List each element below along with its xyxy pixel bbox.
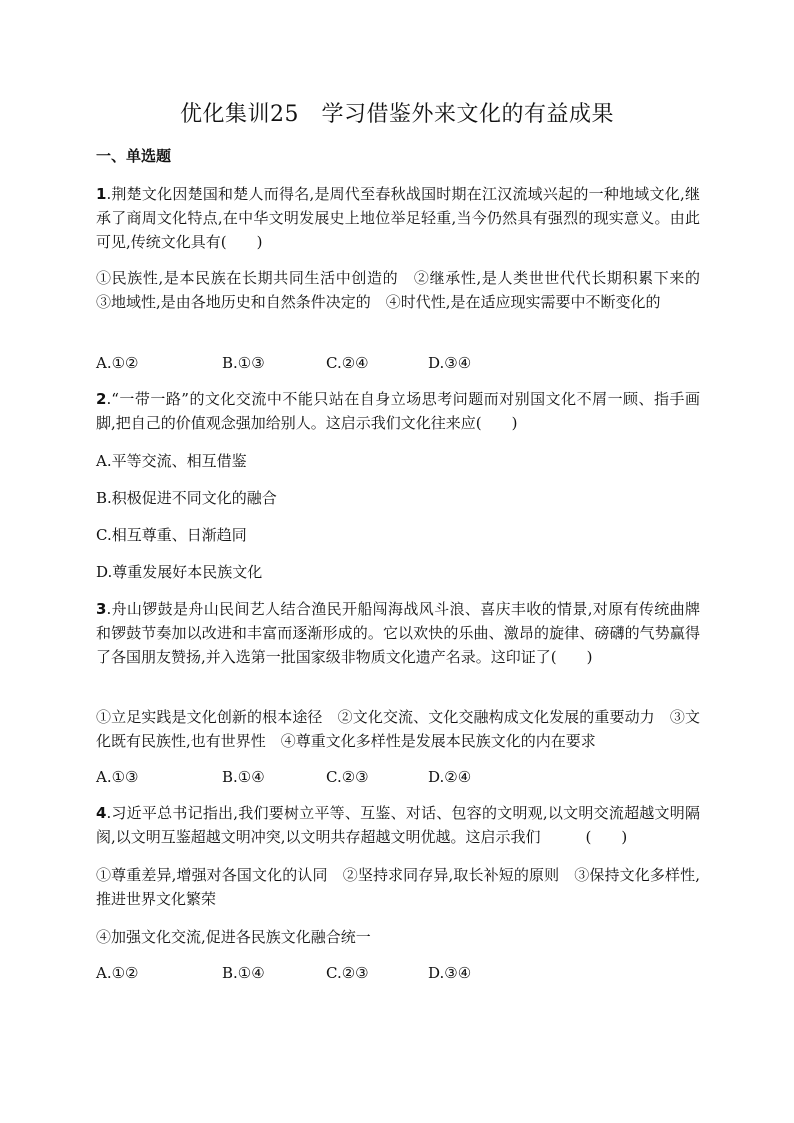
section-heading: 一、单选题	[96, 147, 172, 165]
question-4-stem	[96, 801, 700, 849]
option-b[interactable]: B.①④	[222, 964, 265, 982]
option-c[interactable]: C.②④	[326, 354, 369, 372]
option-b[interactable]: B.积极促进不同文化的融合	[96, 489, 277, 507]
option-c[interactable]: C.相互尊重、日渐趋同	[96, 526, 247, 544]
page-title: 优化集训25 学习借鉴外来文化的有益成果	[180, 102, 614, 127]
option-a[interactable]: A.①②	[96, 354, 139, 372]
question-1-items: ①民族性,是本民族在长期共同生活中创造的 ②继承性,是人类世世代代长期积累下来的 ③地域性,是由各地历史和自然条件决定的 ④时代性,是在适应现实需要中不断变化的	[96, 269, 716, 311]
question-text: .舟山锣鼓是舟山民间艺人结合渔民开船闯海战风斗浪、喜庆丰收的情景,对原有传统曲牌和锣鼓节奏加以改进和丰富而逐渐形成的。它以欢快的乐曲、激昂的旋律、磅礴的气势赢得了各国朋友赞扬,并入选第一批国家级非物质文化遗产名录。这印证了( )	[96, 600, 700, 666]
question-2-stem	[96, 387, 700, 435]
question-3-options	[96, 765, 700, 789]
question-number: 2	[96, 390, 107, 408]
question-1-options	[96, 351, 700, 375]
option-a[interactable]: A.平等交流、相互借鉴	[96, 452, 247, 470]
option-b[interactable]: B.①④	[222, 768, 265, 786]
option-a[interactable]: A.①②	[96, 964, 139, 982]
question-4-item-4: ④加强文化交流,促进各民族文化融合统一	[96, 928, 371, 946]
question-number: 1	[96, 185, 107, 203]
option-d[interactable]: D.尊重发展好本民族文化	[96, 563, 263, 581]
question-text: .习近平总书记指出,我们要树立平等、互鉴、对话、包容的文明观,以文明交流超越文明隔阂,以文明互鉴超越文明冲突,以文明共存超越文明优越。这启示我们 ( )	[96, 804, 700, 846]
option-d[interactable]: D.②④	[428, 768, 472, 786]
question-3-items: ①立足实践是文化创新的根本途径 ②文化交流、文化交融构成文化发展的重要动力 ③文化既有民族性,也有世界性 ④尊重文化多样性是发展本民族文化的内在要求	[96, 708, 700, 750]
option-d[interactable]: D.③④	[428, 354, 472, 372]
question-4-options	[96, 961, 700, 985]
question-number: 4	[96, 804, 107, 822]
question-text: .荆楚文化因楚国和楚人而得名,是周代至春秋战国时期在江汉流域兴起的一种地域文化,继承了商周文化特点,在中华文明发展史上地位举足轻重,当今仍然具有强烈的现实意义。由此可见,传统文化具有( )	[96, 185, 700, 251]
option-c[interactable]: C.②③	[326, 964, 369, 982]
question-3-stem	[96, 597, 700, 669]
question-1-stem	[96, 182, 700, 254]
question-number: 3	[96, 600, 107, 618]
option-c[interactable]: C.②③	[326, 768, 369, 786]
question-4-items: ①尊重差异,增强对各国文化的认同 ②坚持求同存异,取长补短的原则 ③保持文化多样性,推进世界文化繁荣	[96, 866, 700, 908]
option-d[interactable]: D.③④	[428, 964, 472, 982]
option-b[interactable]: B.①③	[222, 354, 265, 372]
question-text: .“一带一路”的文化交流中不能只站在自身立场思考问题而对别国文化不屑一顾、指手画脚,把自己的价值观念强加给别人。这启示我们文化往来应( )	[96, 390, 700, 432]
option-a[interactable]: A.①③	[96, 768, 139, 786]
